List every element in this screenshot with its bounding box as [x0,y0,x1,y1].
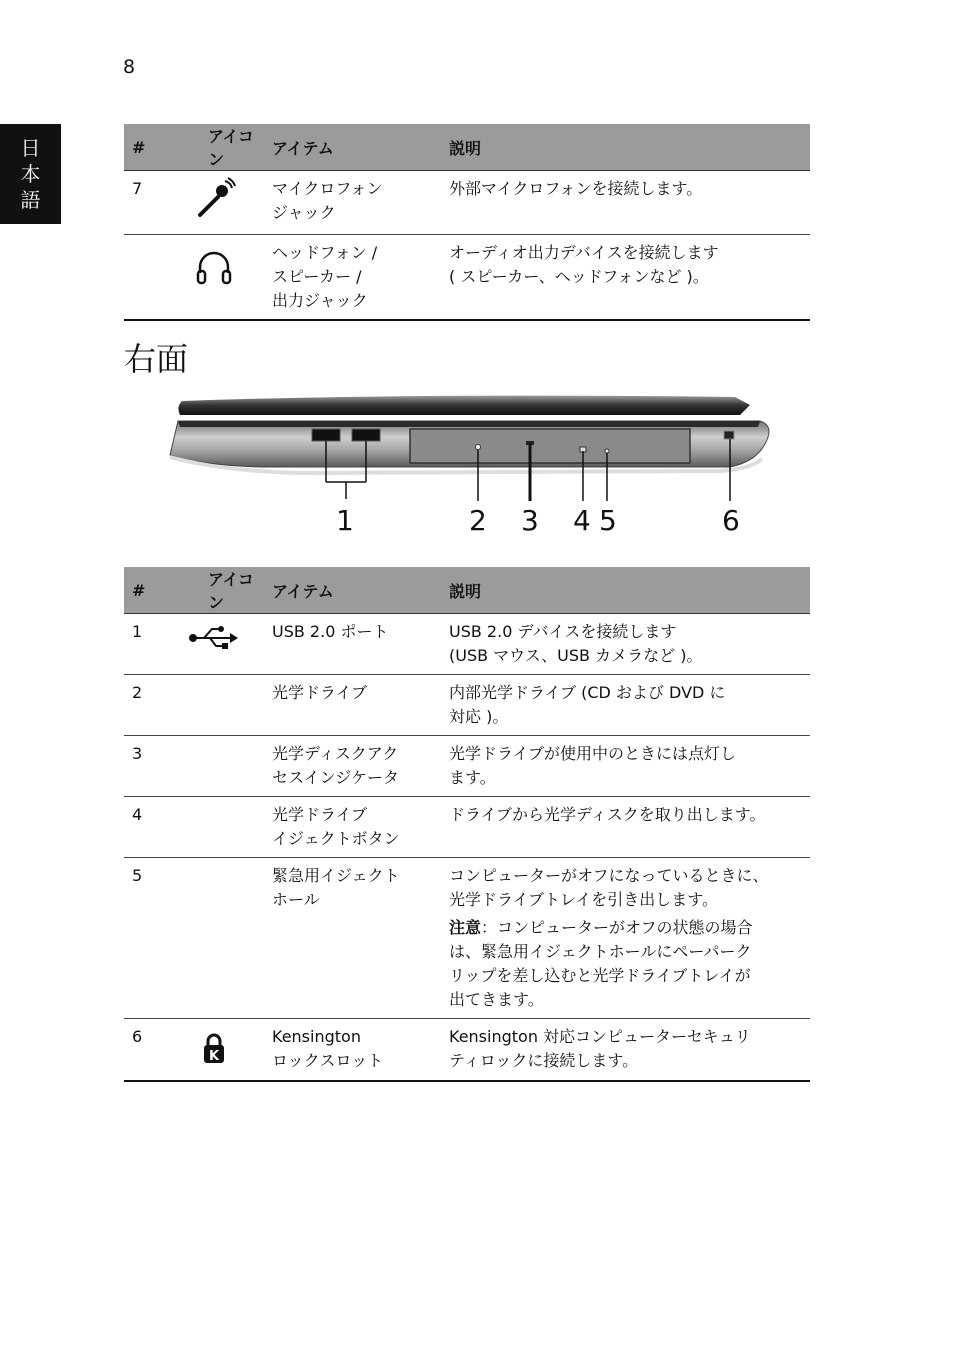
header-icon: アイコン [164,567,264,614]
desc-text: ティロックに接続します。 [449,1051,639,1070]
item-text: 緊急用イジェクト [272,866,400,885]
header-item: アイテム [264,124,441,171]
table-row [124,614,810,675]
note-block [449,916,810,1012]
item-text: ジャック [272,203,336,222]
usb-port [312,429,340,441]
row-num [124,235,164,321]
callout-4: 4 [573,504,591,537]
desc-text: 光学ドライブトレイを引き出します。 [449,890,718,909]
row-num: 7 [124,171,164,235]
header-num: # [124,124,164,171]
item-text: USB 2.0 ポート [272,622,389,641]
item-text: ヘッドフォン / [272,243,378,262]
row-num: 6 [124,1019,164,1081]
table-header-row [124,567,810,614]
usb-port [352,429,380,441]
header-num: # [124,567,164,614]
table-row [124,797,810,858]
section-title: 右面 [124,340,189,378]
row-num: 1 [124,614,164,675]
item-text: イジェクトボタン [272,829,400,848]
desc-text: ドライブから光学ディスクを取り出します。 [449,805,766,824]
note-text: は、緊急用イジェクトホールにペーパーク [449,942,752,961]
desc-text: ( スピーカー、ヘッドフォンなど )。 [449,267,709,286]
desc-text: (USB マウス、USB カメラなど )。 [449,646,703,665]
desc-text: コンピューターがオフになっているときに、 [449,866,769,885]
callout-6: 6 [722,504,740,537]
header-icon: アイコン [164,124,264,171]
optical-drive-tray [410,429,690,463]
note-text: 出てきます。 [449,990,544,1009]
desc-text: Kensington 対応コンピューターセキュリ [449,1027,751,1046]
headphone-icon [194,247,234,287]
svg-text:K: K [208,1049,220,1064]
item-text: Kensington [272,1027,361,1046]
desc-text: 対応 )。 [449,707,509,726]
item-text: ホール [272,890,320,909]
table-row [124,675,810,736]
item-text: 光学ディスクアク [272,744,399,763]
callout-3: 3 [521,504,539,537]
desc-text: ます。 [449,768,496,787]
item-text: 出力ジャック [272,291,368,310]
item-text: マイクロフォン [272,179,383,198]
callout-1: 1 [336,504,354,537]
item-text: ロックスロット [272,1051,384,1070]
laptop-right-side-diagram [0,385,954,545]
microphone-icon [192,177,236,221]
table-row [124,1019,810,1081]
table-header-row [124,124,810,171]
page-number: 8 [123,56,136,78]
note-label: 注意 [449,918,482,937]
callout-2: 2 [469,504,487,537]
desc-text: 内部光学ドライブ (CD および DVD に [449,683,726,702]
language-tab-char: 本 [20,162,41,186]
emergency-eject-hole [605,449,609,453]
port-table [124,567,810,1082]
note-text: ：コンピューターがオフの状態の場合 [481,918,753,937]
table-row [124,736,810,797]
desc-text: 外部マイクロフォンを接続します。 [449,179,703,198]
header-desc: 説明 [441,567,810,614]
row-num: 3 [124,736,164,797]
row-num: 4 [124,797,164,858]
desc-text: USB 2.0 デバイスを接続します [449,622,677,641]
language-tab [0,124,61,224]
item-text: 光学ドライブ [272,805,368,824]
language-tab-char: 語 [20,188,41,212]
item-text: 光学ドライブ [272,683,368,702]
note-text: リップを差し込むと光学ドライブトレイが [449,966,751,985]
table-row [124,235,810,321]
header-item: アイテム [264,567,441,614]
laptop-lid [178,396,750,415]
optical-drive-point [476,445,481,450]
desc-text: オーディオ出力デバイスを接続します [449,243,719,262]
jack-table [124,124,810,321]
table-row [124,858,810,1019]
table-row [124,171,810,235]
row-num: 2 [124,675,164,736]
item-text: スピーカー / [272,267,362,286]
usb-icon [188,624,240,652]
header-desc: 説明 [441,124,810,171]
kensington-lock-icon [201,1033,227,1065]
item-text: セスインジケータ [272,768,399,787]
row-num: 5 [124,858,164,1019]
callout-5: 5 [599,504,617,537]
kensington-slot [724,431,734,439]
language-tab-char: 日 [20,136,41,160]
desc-text: 光学ドライブが使用中のときには点灯し [449,744,737,763]
